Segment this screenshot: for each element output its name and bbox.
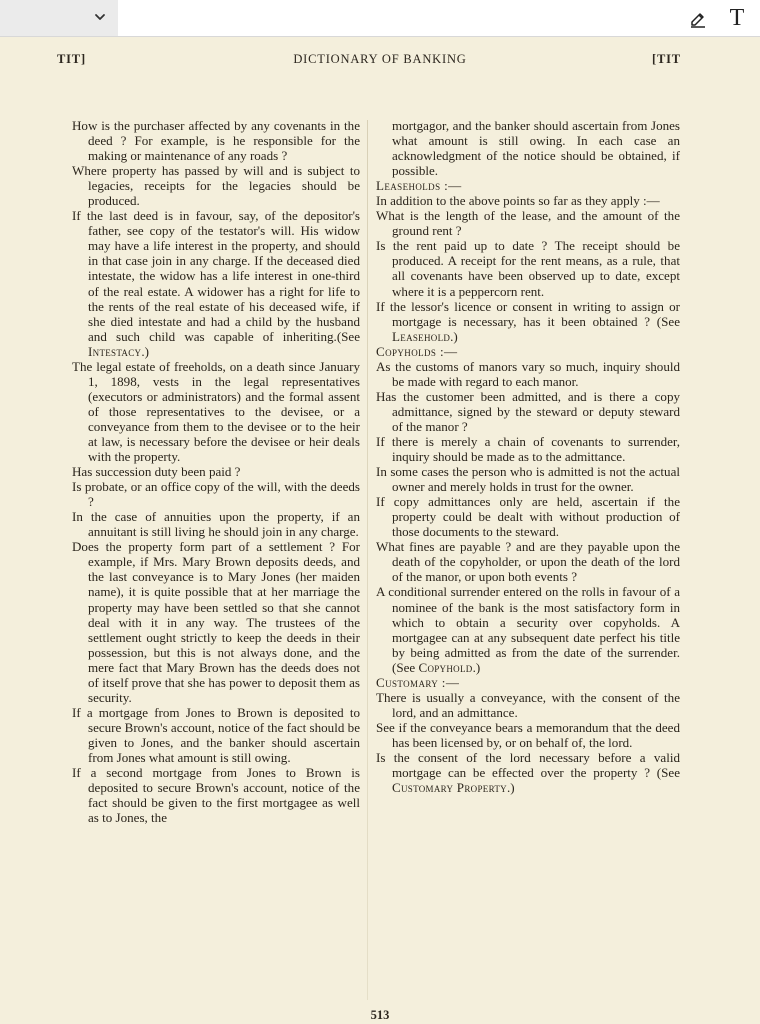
paragraph xyxy=(72,118,360,163)
cross-reference-suffix: .) xyxy=(472,659,481,675)
cross-reference-prefix: (See xyxy=(336,328,360,344)
left-column xyxy=(72,118,360,825)
paragraph xyxy=(376,238,680,298)
paragraph xyxy=(72,509,360,539)
paragraph xyxy=(376,464,680,494)
column-divider xyxy=(367,120,368,1000)
paragraph xyxy=(376,434,680,464)
paragraph xyxy=(376,208,680,238)
cross-reference-suffix: .) xyxy=(506,780,515,796)
pen-icon[interactable] xyxy=(688,8,708,28)
paragraph xyxy=(376,389,680,434)
section-heading xyxy=(376,675,680,690)
cross-reference-suffix: .) xyxy=(141,343,149,359)
running-head-title: DICTIONARY OF BANKING xyxy=(293,52,467,66)
paragraph-text: In the case of annuities upon the property, if an annuitant is still living he should join in any charge. xyxy=(72,509,360,540)
cross-reference-prefix: (See xyxy=(650,313,680,329)
paragraph-text: In addition to the above points so far as they apply :— xyxy=(376,193,660,209)
cross-reference-suffix: .) xyxy=(450,328,458,344)
paragraph-text: See if the conveyance bears a memorandum that the deed has been licensed by, or on behalf of, the lord. xyxy=(376,719,680,750)
paragraph xyxy=(72,539,360,705)
cross-reference-prefix: (See xyxy=(650,765,680,781)
paragraph-text: What fines are payable ? and are they payable upon the death of the copyholder, or upon the death of the lord of the manor, or upon both events ? xyxy=(376,539,680,585)
paragraph-text: If copy admittances only are held, ascertain if the property could be dealt with without production of those documents to the steward. xyxy=(376,494,680,540)
paragraph xyxy=(376,584,680,674)
paragraph xyxy=(376,720,680,750)
paragraph xyxy=(72,208,360,358)
paragraph-text: If the last deed is in favour, say, of the depositor's father, see copy of the testator's will. His widow may have a life interest in the property, and should in that case join in any charge. If the deceased died intestate, the widow has a life interest in one-third of the real estate. A widower has a right for life to the rents of the real estate of his deceased wife, if she died intestate and had a child by the husband and such child was capable of inheriting. xyxy=(72,208,360,344)
paragraph-text: As the customs of manors vary so much, inquiry should be made with regard to each manor. xyxy=(376,358,680,389)
paragraph-text: Does the property form part of a settlement ? For example, if Mrs. Mary Brown deposits deeds, and the last conveyance is to Mary Jones (her maiden name), it is quite possible that at her marriage the property may have been settled so that she cannot deal with it in any way. The trustees of the settlement ought strictly to keep the deeds in their possession, but this is not always done, and the mere fact that Mary Brown has the deeds does not of itself prove that she has power to deposit them as security. xyxy=(72,539,360,705)
paragraph-text: mortgagor, and the banker should ascertain from Jones what amount is still owing. In each case an acknowledgment of the notice should be obtained, if possible. xyxy=(392,118,680,179)
paragraph-continued xyxy=(376,118,680,178)
page-number: 513 xyxy=(370,1008,390,1022)
paragraph-text: What is the length of the lease, and the amount of the ground rent ? xyxy=(376,208,680,239)
paragraph xyxy=(376,299,680,344)
cross-reference-link[interactable]: Leasehold xyxy=(392,328,451,344)
paragraph-text: Where property has passed by will and is subject to legacies, receipts for the legacies should be produced. xyxy=(72,163,360,209)
right-column xyxy=(376,118,680,795)
paragraph xyxy=(376,193,680,208)
section-heading xyxy=(376,178,680,193)
paragraph-text: A conditional surrender entered on the rolls in favour of a nominee of the bank is the most satisfactory form in which to obtain a security over copyholds. A mortgagee can at any subsequent date perfect his title by being admitted as from the date of the surrender. xyxy=(376,584,680,660)
chevron-down-icon[interactable] xyxy=(94,11,106,23)
paragraph-text: There is usually a conveyance, with the consent of the lord, and an admittance. xyxy=(376,689,680,720)
text-tool-button[interactable]: T xyxy=(729,5,745,31)
paragraph xyxy=(72,359,360,464)
paragraph-text: Copyholds :— xyxy=(376,343,458,359)
paragraph xyxy=(72,464,360,479)
paragraph-text: Leaseholds :— xyxy=(376,178,462,194)
running-head-left: TIT] xyxy=(57,52,86,66)
page-dropdown[interactable] xyxy=(0,0,118,36)
paragraph-text: Is the rent paid up to date ? The receipt should be produced. A receipt for the rent means, as a rule, that all covenants have been observed up to date, except where it is a peppercorn rent. xyxy=(376,238,680,299)
paragraph xyxy=(376,690,680,720)
running-head-right: [TIT xyxy=(652,52,681,66)
paragraph xyxy=(72,163,360,208)
paragraph-text: Has succession duty been paid ? xyxy=(72,464,241,480)
paragraph-text: The legal estate of freeholds, on a death since January 1, 1898, vests in the legal representatives (executors or administrators) and the formal assent of those representatives to the devisee, or a conveyance from them to the devisee or to the heir at law, is necessary before the devisee or heir deals with the property. xyxy=(72,358,360,465)
paragraph-text: Customary :— xyxy=(376,674,460,690)
paragraph-text: If a mortgage from Jones to Brown is deposited to secure Brown's account, notice of the fact should be given to Jones, and the banker should ascertain from Jones what amount is still owing. xyxy=(72,704,360,765)
paragraph xyxy=(376,359,680,389)
cross-reference-prefix: (See xyxy=(392,659,419,675)
paragraph-text: Is the consent of the lord necessary before a valid mortgage can be effected over the property ? xyxy=(376,749,680,781)
section-heading xyxy=(376,344,680,359)
cross-reference-link[interactable]: Copyhold xyxy=(418,659,473,675)
viewer-toolbar xyxy=(0,0,760,37)
paragraph-text: Is probate, or an office copy of the will, with the deeds ? xyxy=(72,479,360,510)
cross-reference-link[interactable]: Customary Property xyxy=(392,780,507,796)
cross-reference-link[interactable]: Intestacy xyxy=(88,343,142,359)
paragraph-text: In some cases the person who is admitted is not the actual owner and merely holds in trust for the owner. xyxy=(376,464,680,495)
paragraph xyxy=(376,494,680,539)
paragraph-text: If the lessor's licence or consent in writing to assign or mortgage is necessary, has it been obtained ? xyxy=(376,298,680,329)
paragraph xyxy=(376,750,680,795)
paragraph-text: How is the purchaser affected by any covenants in the deed ? For example, is he responsible for the making or maintenance of any roads ? xyxy=(72,118,360,164)
paragraph-text: Has the customer been admitted, and is there a copy admittance, signed by the steward or deputy steward of the manor ? xyxy=(376,388,680,434)
paragraph xyxy=(72,479,360,509)
paragraph xyxy=(376,539,680,584)
paragraph-text: If there is merely a chain of covenants to surrender, inquiry should be made as to the admittance. xyxy=(376,433,680,465)
paragraph-text: If a second mortgage from Jones to Brown is deposited to secure Brown's account, notice of the fact should be given to the first mortgagee as well as to Jones, the xyxy=(72,765,360,826)
paragraph xyxy=(72,765,360,825)
paragraph xyxy=(72,705,360,765)
